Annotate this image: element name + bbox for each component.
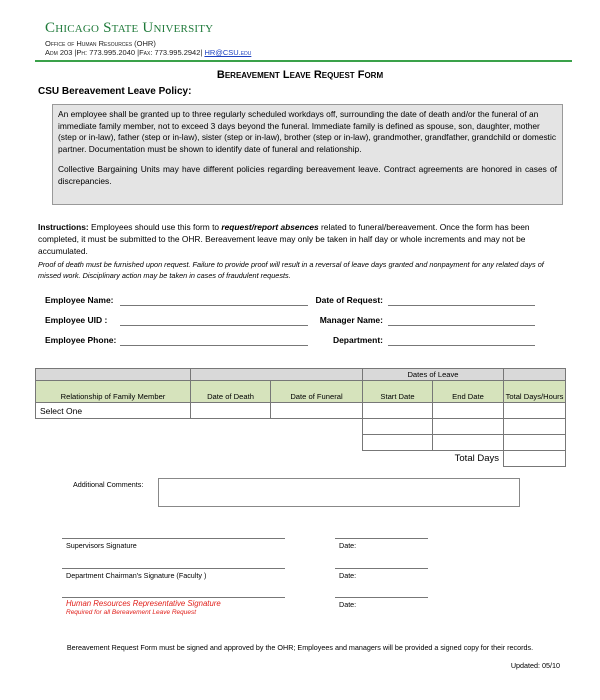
university-logo: Chicago State University — [45, 20, 214, 36]
chairman-signature-line[interactable] — [62, 568, 285, 569]
date-of-request-field[interactable] — [388, 305, 535, 306]
supervisor-signature-line[interactable] — [62, 538, 285, 539]
policy-box — [52, 104, 563, 205]
instructions — [38, 221, 558, 257]
total-days-input[interactable] — [504, 419, 566, 435]
instructions-text: Employees should use this form to — [88, 222, 222, 232]
policy-text: An employee shall be granted up to three regularly scheduled workdays off, surrounding the date of death and/or the funeral of an immediate family member, not to exceed 3 days beyond the funeral. Immediate family is defined as spouse, son, daughter, mother (step or in-law), father (step or in-law), sister (step or in-law), brother (step or in-law), grandmother, grandfather, grandchild or domestic partner. Documentation must be shown to identify date of funeral and relationship. — [58, 109, 557, 154]
updated-date: Updated: 05/10 — [510, 661, 560, 670]
total-days-label: Total Days — [363, 451, 504, 467]
employee-name-field[interactable] — [120, 305, 308, 306]
date-label: Date: — [339, 571, 357, 580]
col-end-date: End Date — [433, 381, 504, 403]
comments-field[interactable] — [158, 478, 520, 507]
start-date-input[interactable] — [363, 435, 433, 451]
manager-name-label: Manager Name: — [319, 315, 383, 325]
supervisor-date-line[interactable] — [335, 538, 428, 539]
instructions-text-2: related to funeral/bereavement. Once the form has been completed, it must be submitted to the OHR. Bereavement leave may only be taken in half day or whole increments and may not be accumulated. — [38, 222, 530, 256]
office-name: Office of Human Resources (OHR) — [45, 39, 156, 48]
comments-label: Additional Comments: — [73, 480, 144, 489]
policy-text-2: Collective Bargaining Units may have different policies regarding bereavement leave. Contract agreements are honored in cases of discrepancies. — [58, 164, 557, 186]
total-days-input[interactable] — [504, 403, 566, 419]
hr-signature-label: Human Resources Representative Signature — [66, 599, 221, 608]
contact-info — [45, 48, 251, 57]
instructions-emphasis: request/report absences — [221, 222, 319, 232]
chairman-signature-label: Department Chairman's Signature (Faculty ) — [66, 571, 207, 580]
instructions-label: Instructions: — [38, 222, 89, 232]
employee-uid-field[interactable] — [120, 325, 308, 326]
blank-header — [191, 369, 363, 381]
blank-header — [504, 369, 566, 381]
hr-date-line[interactable] — [335, 597, 428, 598]
employee-phone-label: Employee Phone: — [45, 335, 117, 345]
relationship-select[interactable]: Select One — [36, 403, 191, 419]
employee-name-label: Employee Name: — [45, 295, 114, 305]
department-label: Department: — [332, 335, 383, 345]
proof-note: Proof of death must be furnished upon request. Failure to provide proof will result in a reversal of leave days granted and nonpayment for any related days of missed work. Disciplinary action may be taken in cases of fraudulent requests. — [38, 260, 544, 280]
footer-note: Bereavement Request Form must be signed and approved by the OHR; Employees and managers will be provided a signed copy for their records. — [66, 643, 534, 652]
policy-heading: CSU Bereavement Leave Policy: — [38, 86, 192, 97]
employee-phone-field[interactable] — [120, 345, 308, 346]
header-divider — [35, 60, 572, 62]
end-date-input[interactable] — [433, 419, 504, 435]
date-of-funeral-input[interactable] — [271, 403, 363, 419]
col-start-date: Start Date — [363, 381, 433, 403]
blank-header — [36, 369, 191, 381]
col-total-days-hours: Total Days/Hours — [504, 381, 566, 403]
manager-name-field[interactable] — [388, 325, 535, 326]
end-date-input[interactable] — [433, 435, 504, 451]
hr-signature-note: Required for all Bereavement Leave Request — [66, 609, 197, 616]
supervisor-signature-label: Supervisors Signature — [66, 541, 137, 550]
contact-text: Adm 203 |Ph: 773.995.2040 |Fax: 773.995.2942| — [45, 48, 205, 57]
email-link[interactable]: HR@CSU.edu — [204, 48, 252, 57]
total-days-field[interactable] — [504, 451, 566, 467]
start-date-input[interactable] — [363, 419, 433, 435]
employee-uid-label: Employee UID : — [45, 315, 108, 325]
date-of-death-input[interactable] — [191, 403, 271, 419]
end-date-input[interactable] — [433, 403, 504, 419]
col-date-of-death: Date of Death — [191, 381, 271, 403]
date-of-request-label: Date of Request: — [315, 295, 383, 305]
date-label: Date: — [339, 600, 357, 609]
department-field[interactable] — [388, 345, 535, 346]
date-label: Date: — [339, 541, 357, 550]
chairman-date-line[interactable] — [335, 568, 428, 569]
col-date-of-funeral: Date of Funeral — [271, 381, 363, 403]
form-title: Bereavement Leave Request Form — [216, 69, 384, 81]
total-days-input[interactable] — [504, 435, 566, 451]
hr-signature-line[interactable] — [62, 597, 285, 598]
col-relationship: Relationship of Family Member — [36, 381, 191, 403]
start-date-input[interactable] — [363, 403, 433, 419]
dates-of-leave-header: Dates of Leave — [363, 369, 504, 381]
leave-table — [35, 368, 566, 467]
